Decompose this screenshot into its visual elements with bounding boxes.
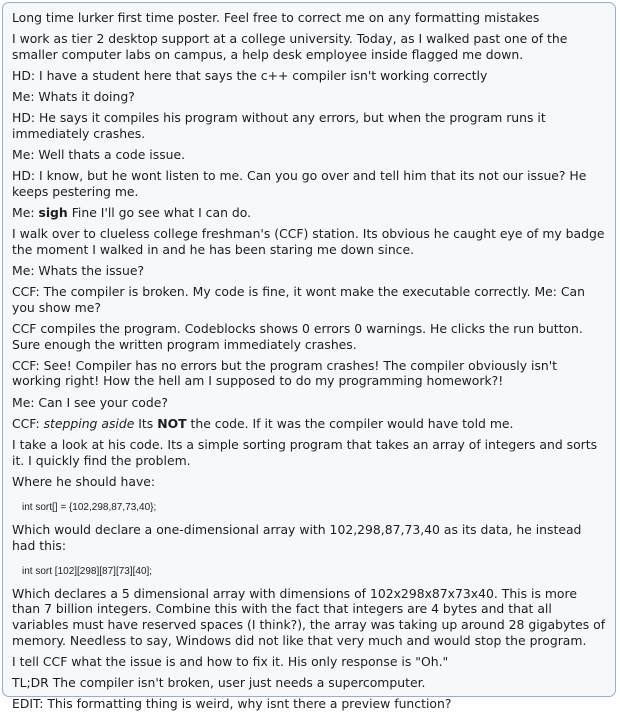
paragraph-edit: EDIT: This formatting thing is weird, why isnt there a preview function?: [12, 696, 452, 712]
paragraph-narration: Where he should have:: [12, 473, 156, 489]
dialogue-line: [12, 416, 607, 432]
dialogue-line: HD: I have a student here that says the c++ compiler isn't working correctly: [12, 67, 488, 83]
dialogue-line: Me: Well thats a code issue.: [12, 147, 186, 163]
paragraph-narration: Which would declare a one-dimensional array with 102,298,87,73,40 as its data, he instead had this:: [12, 521, 582, 553]
paragraph-explanation: Which declares a 5 dimensional array with dimensions of 102x298x87x73x40. This is more than 7 billion integers. Combine this with the fact that integers are 4 bytes and that all variables must have reserved spaces (I think?), the array was taking up around 28 gigabytes of memory. Needless to say, Windows did not like that very much and would stop the program.: [12, 585, 606, 648]
paragraph-narration: I walk over to clueless college freshman's (CCF) station. Its obvious he caught eye of my badge the moment I walked in and he has been staring me down since.: [12, 226, 605, 257]
text-segment: Me:: [12, 205, 39, 221]
text-segment: the code. If it was the compiler would have told me.: [186, 415, 514, 431]
code-snippet-wrong: int sort [102][298][87][73][40];: [22, 565, 153, 577]
paragraph-narration: CCF compiles the program. Codeblocks shows 0 errors 0 warnings. He clicks the run button. Sure enough the written program immediately crashes.: [12, 321, 583, 352]
paragraph-intro: Long time lurker first time poster. Feel free to correct me on any formatting mistakes: [12, 10, 540, 25]
text-segment: Its: [134, 415, 158, 431]
paragraph-narration: I take a look at his code. Its a simple sorting program that takes an array of integers and sorts it. I quickly find the problem.: [12, 436, 598, 468]
dialogue-line: Me: Whats the issue?: [12, 263, 145, 279]
dialogue-line: [12, 205, 607, 221]
text-segment: Fine I'll go see what I can do.: [67, 205, 252, 221]
post-body: [2, 2, 616, 712]
dialogue-line: CCF: The compiler is broken. My code is fine, it wont make the executable correctly. Me: Can you show me?: [12, 284, 585, 315]
paragraph-narration: I tell CCF what the issue is and how to fix it. His only response is "Oh.": [12, 653, 449, 669]
dialogue-line: HD: I know, but he wont listen to me. Can you go over and tell him that its not our issue? He keeps pestering me.: [12, 168, 587, 199]
code-snippet-correct: int sort[] = {102,298,87,73,40};: [22, 501, 157, 513]
dialogue-line: Me: Whats it doing?: [12, 89, 135, 105]
bold-text: NOT: [157, 415, 187, 431]
italic-text: stepping aside: [43, 415, 135, 431]
dialogue-line: CCF: See! Compiler has no errors but the program crashes! The compiler obviously isn't working right! How the hell am I supposed to do my programming homework?!: [12, 357, 558, 389]
bold-text: sigh: [38, 205, 68, 221]
dialogue-line: HD: He says it compiles his program without any errors, but when the program runs it immediately crashes.: [12, 110, 546, 141]
dialogue-line: Me: Can I see your code?: [12, 394, 168, 410]
text-segment: CCF:: [12, 415, 44, 431]
paragraph-context: I work as tier 2 desktop support at a college university. Today, as I walked past one of the smaller computer labs on campus, a help desk employee inside flagged me down.: [12, 31, 568, 62]
paragraph-tldr: TL;DR The compiler isn't broken, user just needs a supercomputer.: [12, 674, 426, 690]
